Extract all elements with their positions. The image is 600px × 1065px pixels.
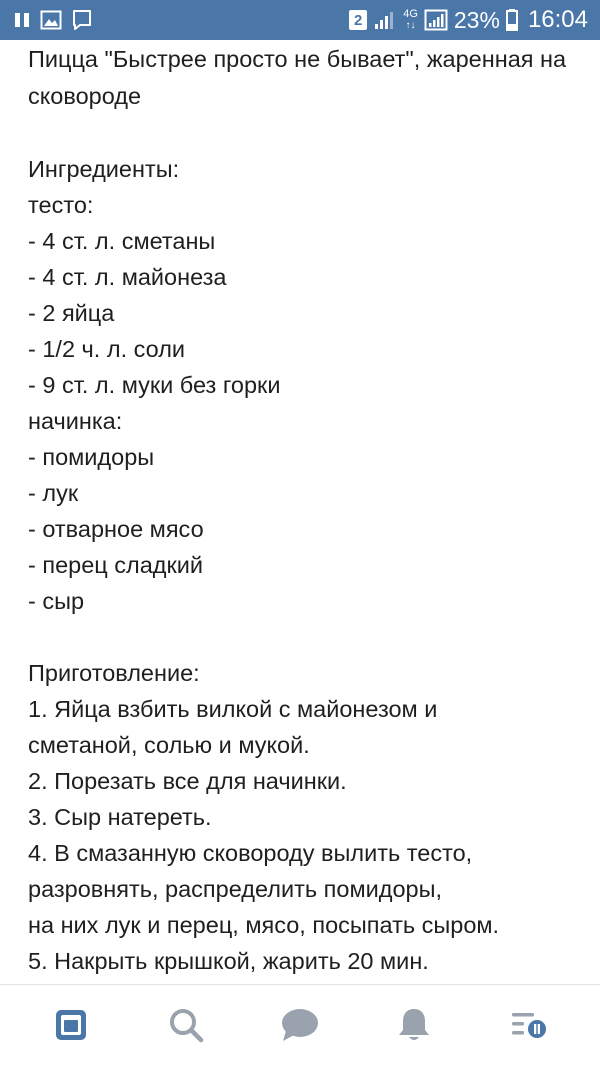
nav-news-button[interactable] [41, 995, 101, 1055]
search-icon [167, 1006, 205, 1044]
filling-item: - отварное мясо [28, 516, 204, 542]
preparation-step: разровнять, распределить помидоры, [28, 876, 443, 902]
gallery-notification-icon [40, 10, 62, 30]
preparation-step: 1. Яйца взбить вилкой с майонезом и [28, 696, 438, 722]
battery-percent: 23% [453, 6, 500, 33]
preparation-step: 3. Сыр натереть. [28, 804, 212, 830]
message-notification-icon [72, 9, 92, 31]
post-text [28, 40, 588, 979]
notifications-icon [396, 1006, 432, 1044]
dough-heading: тесто: [28, 192, 94, 218]
preparation-heading: Приготовление: [28, 660, 200, 686]
battery-icon [506, 9, 518, 31]
preparation-step: на них лук и перец, мясо, посыпать сыром. [28, 912, 500, 938]
filling-item: - лук [28, 480, 79, 506]
menu-icon [509, 1007, 549, 1043]
ingredients-heading: Ингредиенты: [28, 156, 180, 182]
nav-search-button[interactable] [156, 995, 216, 1055]
signal-box-icon [424, 9, 448, 31]
preparation-step: сметаной, солью и мукой. [28, 732, 310, 758]
bottom-navigation [0, 984, 600, 1065]
dough-item: - 1/2 ч. л. соли [28, 336, 186, 362]
preparation-step: 2. Порезать все для начинки. [28, 768, 347, 794]
messages-icon [280, 1007, 320, 1043]
filling-item: - перец сладкий [28, 552, 204, 578]
post-title: Пицца "Быстрее просто не бывает", жаренная на сковороде [28, 46, 567, 109]
filling-item: - помидоры [28, 444, 155, 470]
status-bar-right [349, 6, 588, 34]
preparation-step: 5. Накрыть крышкой, жарить 20 мин. [28, 948, 429, 974]
nav-menu-button[interactable] [499, 995, 559, 1055]
news-icon [53, 1007, 89, 1043]
sim-badge: 2 [349, 10, 367, 30]
dough-item: - 4 ст. л. майонеза [28, 264, 227, 290]
pause-notification-icon [14, 11, 30, 29]
network-type: 4G ↑↓ [403, 8, 418, 31]
filling-heading: начинка: [28, 408, 123, 434]
filling-item: - сыр [28, 588, 85, 614]
dough-item: - 2 яйца [28, 300, 115, 326]
clock: 16:04 [527, 6, 588, 33]
dough-item: - 9 ст. л. муки без горки [28, 372, 281, 398]
nav-messages-button[interactable] [270, 995, 330, 1055]
nav-notifications-button[interactable] [384, 995, 444, 1055]
preparation-step: 4. В смазанную сковороду вылить тесто, [28, 840, 473, 866]
dough-item: - 4 ст. л. сметаны [28, 228, 216, 254]
signal-icon [373, 9, 397, 31]
status-bar [0, 0, 600, 40]
status-bar-left [14, 9, 92, 31]
